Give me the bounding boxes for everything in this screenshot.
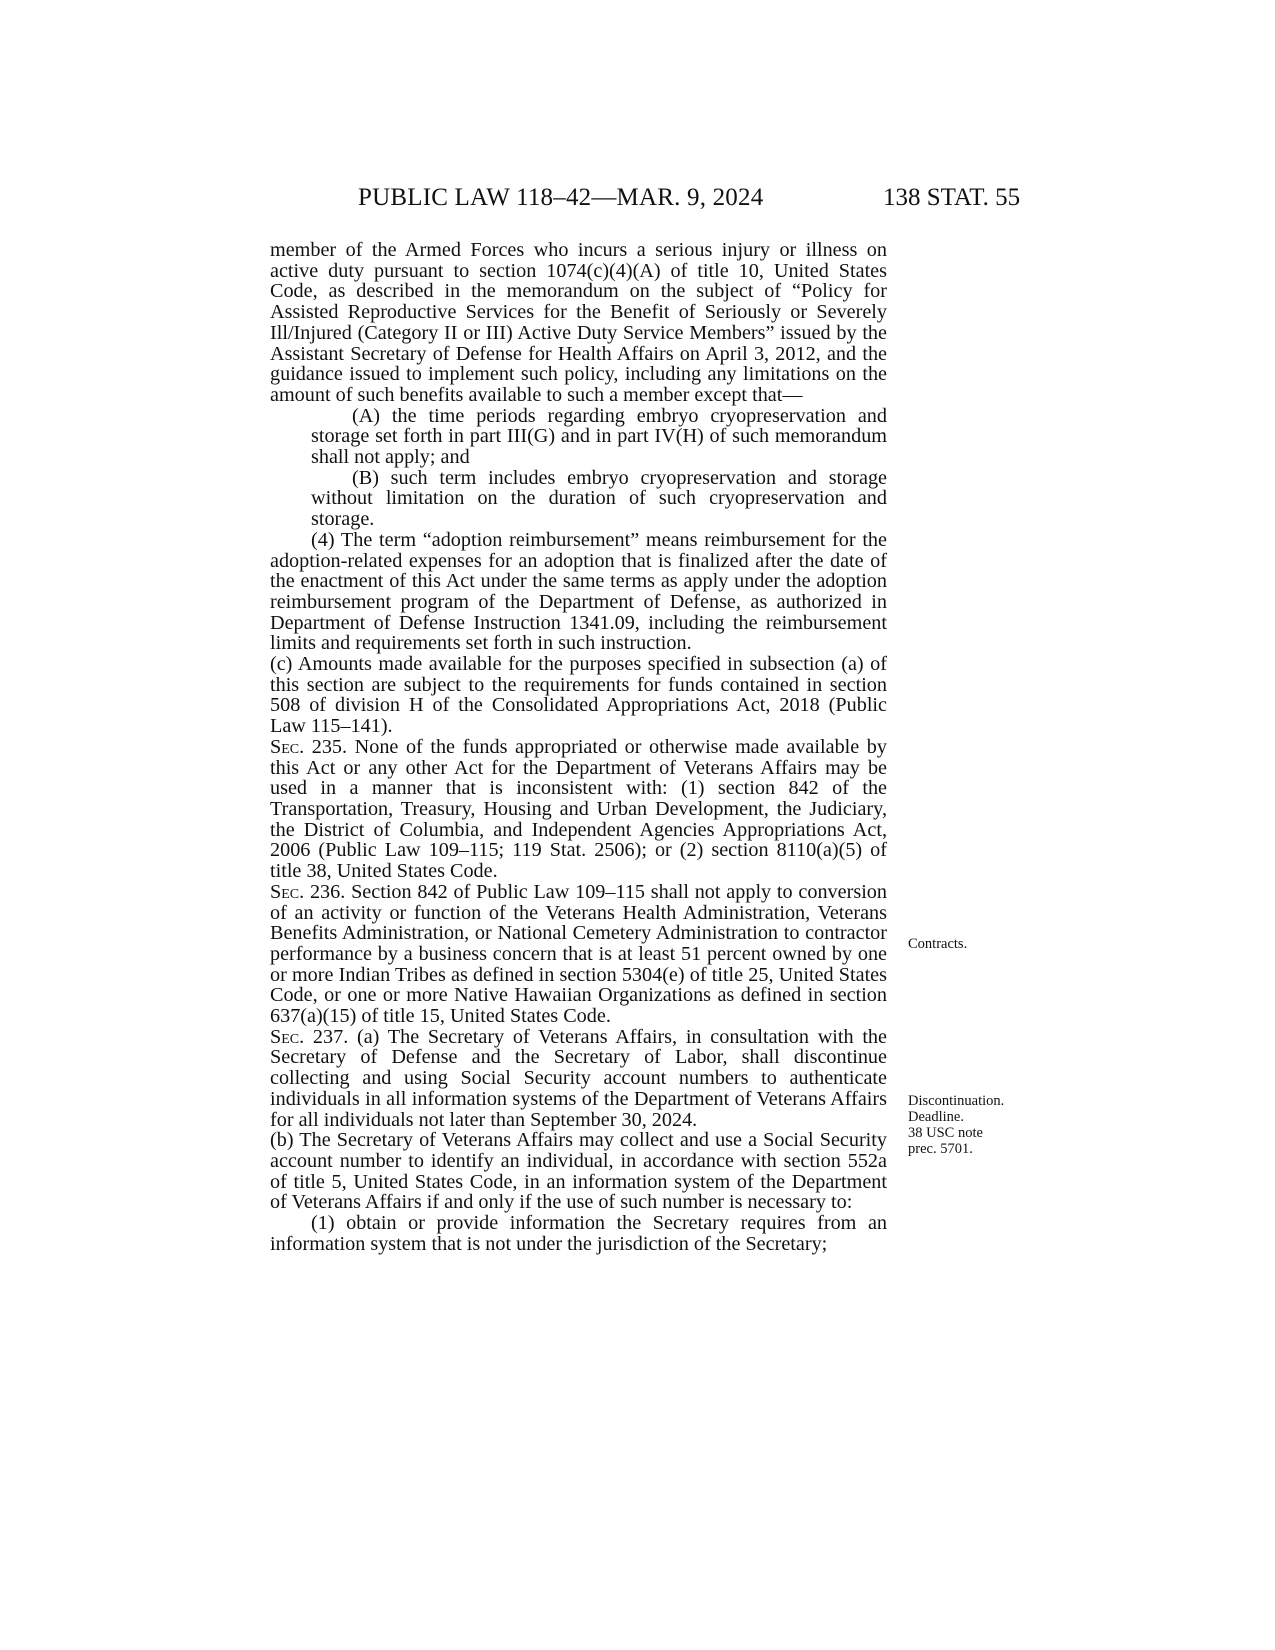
margin-note-contracts (908, 936, 967, 952)
section-237-label: Sec. 237. (270, 1025, 349, 1048)
margin-note-contracts-text: Contracts. (908, 936, 968, 952)
paragraph-subitem-b: (B) such term includes embryo cryopreservation and storage without limitation on the duration of such cryopreservation and storage. (311, 466, 887, 531)
margin-note-line: 38 USC note (908, 1125, 983, 1141)
section-236-text: Section 842 of Public Law 109–115 shall not apply to conversion of an activity or function of the Veterans Health Administration, Veterans Benefits Administration, or National Cemetery Administration to contractor performance by a business concern that is at least 51 percent owned by one or more Indian Tribes as defined in section 5304(e) of title 25, United States Code, or one or more Native Hawaiian Organizations as defined in section 637(a)(15) of title 15, United States Code. (270, 880, 887, 1028)
section-236 (270, 882, 887, 1027)
paragraph-adoption-reimbursement: (4) The term “adoption reimbursement” means reimbursement for the adoption-related expenses for an adoption that is finalized after the date of the enactment of this Act under the same terms as apply under the adoption reimbursement program of the Department of Defense, as authorized in Department of Defense Instruction 1341.09, including the reimbursement limits and requirements set forth in such instruction. (270, 528, 887, 655)
margin-note-line: Deadline. (908, 1109, 964, 1125)
body-text (270, 240, 887, 1254)
section-237-a-text: (a) The Secretary of Veterans Affairs, in consultation with the Secretary of Defense and the Secretary of Labor, shall discontinue collecting and using Social Security account numbers to authenticate individuals in all information systems of the Department of Veterans Affairs for all individuals not later than September 30, 2024. (270, 1025, 887, 1131)
paragraph-member-definition: member of the Armed Forces who incurs a serious injury or illness on active duty pursuant to section 1074(c)(4)(A) of title 10, United States Code, as described in the memorandum on the subject of “Policy for Assisted Reproductive Services for the Benefit of Seriously or Severely Ill/Injured (Category II or III) Active Duty Service Members” issued by the Assistant Secretary of Defense for Health Affairs on April 3, 2012, and the guidance issued to implement such policy, including any limitations on the amount of such benefits available to such a member except that— (270, 239, 887, 406)
stat-page-number: 138 STAT. 55 (883, 184, 1021, 211)
section-237-b-1: (1) obtain or provide information the Secretary requires from an information system that is not under the jurisdiction of the Secretary; (270, 1212, 887, 1255)
paragraph-c-amounts: (c) Amounts made available for the purposes specified in subsection (a) of this section are subject to the requirements for funds contained in section 508 of division H of the Consolidated Appropriations Act, 2018 (Public Law 115–141). (270, 653, 887, 738)
page-header (0, 184, 1275, 216)
margin-note-discontinuation (908, 1093, 1004, 1157)
section-235-text: None of the funds appropriated or otherwise made available by this Act or any other Act for the Department of Veterans Affairs may be used in a manner that is inconsistent with: (1) section 842 of the Transportation, Treasury, Housing and Urban Development, the Judiciary, the District of Columbia, and Independent Agencies Appropriations Act, 2006 (Public Law 109–115; 119 Stat. 2506); or (2) section 8110(a)(5) of title 38, United States Code. (270, 735, 887, 883)
paragraph-subitem-a: (A) the time periods regarding embryo cryopreservation and storage set forth in part III(G) and in part IV(H) of such memorandum shall not apply; and (311, 404, 887, 469)
section-236-label: Sec. 236. (270, 880, 346, 903)
margin-note-line: Discontinuation. (908, 1093, 1005, 1109)
section-235 (270, 737, 887, 882)
section-235-label: Sec. 235. (270, 735, 348, 758)
margin-note-line: prec. 5701. (908, 1141, 973, 1157)
section-237-a (270, 1027, 887, 1131)
page-title: PUBLIC LAW 118–42—MAR. 9, 2024 (358, 184, 764, 211)
section-237-b: (b) The Secretary of Veterans Affairs may collect and use a Social Security account number to identify an individual, in accordance with section 552a of title 5, United States Code, in an information system of the Department of Veterans Affairs if and only if the use of such number is necessary to: (270, 1129, 887, 1214)
